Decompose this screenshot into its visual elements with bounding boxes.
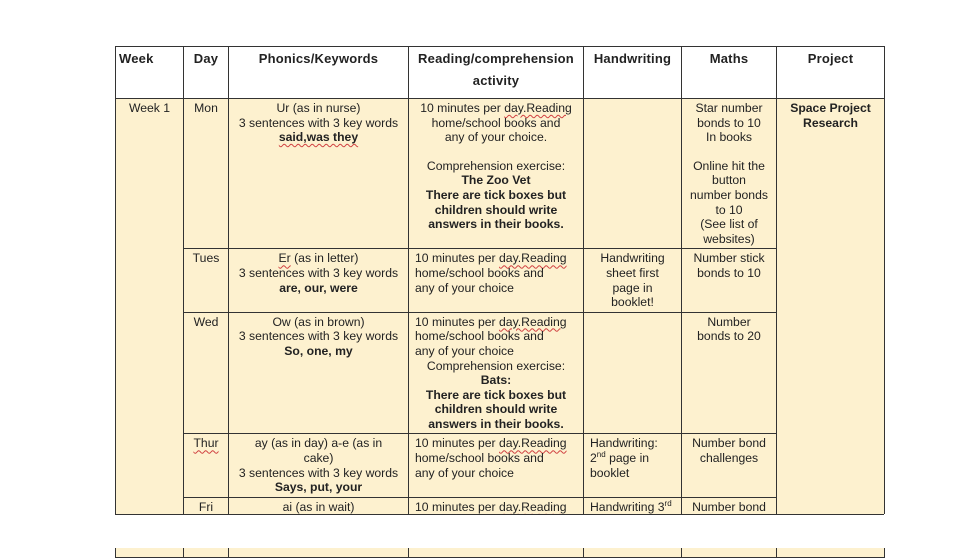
reading-line: 10 minutes per	[415, 251, 500, 266]
table-bottom-border	[115, 514, 884, 515]
phonics-sound: cake)	[303, 451, 334, 466]
maths-line: bonds to 10	[697, 265, 761, 280]
table-row	[116, 249, 885, 312]
maths-line: Online hit the	[693, 158, 765, 173]
reading-line: 10 minutes per	[415, 436, 500, 451]
maths-line: to 10	[715, 202, 743, 217]
reading-line: day.Reading	[499, 251, 567, 266]
header-phonics: Phonics/Keywords	[229, 47, 409, 99]
phonics-line: 3 sentences with 3 key words	[238, 329, 399, 344]
weekly-plan-table	[115, 46, 885, 558]
reading-line: day.Reading	[499, 436, 567, 451]
maths-line: (See list of	[700, 217, 758, 232]
maths-line: Number bond	[692, 499, 766, 514]
reading-cell	[409, 99, 584, 249]
phonics-keywords: Says, put, your	[274, 480, 363, 495]
maths-line: Number bond	[692, 436, 766, 451]
header-maths: Maths	[682, 47, 777, 99]
handwriting-line: page in	[612, 280, 653, 295]
maths-cell	[682, 312, 777, 434]
reading-line: any of your choice	[415, 343, 514, 358]
phonics-cell	[229, 249, 409, 312]
day-cell: Wed	[184, 312, 229, 434]
reading-line: home/school books and	[431, 115, 561, 130]
handwriting-line: 2	[590, 451, 597, 466]
reading-line: any of your choice	[415, 280, 514, 295]
day-cell	[184, 434, 229, 497]
phonics-sound: Ow (as in brown)	[272, 314, 365, 329]
phonics-sound: ai (as in wait)	[282, 499, 355, 514]
handwriting-cell	[584, 312, 682, 434]
day-cell: Mon	[184, 99, 229, 249]
phonics-sound: (as in letter)	[290, 251, 359, 266]
maths-line: Star number	[695, 101, 763, 115]
maths-cell	[682, 249, 777, 312]
day-cell: Fri	[184, 497, 229, 557]
project-cell	[777, 99, 885, 558]
handwriting-cell	[584, 434, 682, 497]
comprehension-title: Bats:	[480, 373, 512, 388]
header-day: Day	[184, 47, 229, 99]
maths-line: websites)	[703, 231, 755, 246]
maths-line: Number	[707, 314, 751, 329]
comprehension-note: children should write	[434, 202, 558, 217]
reading-line: home/school books and	[415, 451, 544, 466]
phonics-cell	[229, 99, 409, 249]
handwriting-line: Handwriting	[600, 251, 665, 266]
reading-line: home/school books and	[415, 329, 544, 344]
phonics-keywords: So, one, my	[284, 343, 353, 358]
handwriting-cell	[584, 99, 682, 249]
handwriting-line: Handwriting:	[590, 436, 658, 451]
handwriting-line: booklet!	[611, 295, 654, 310]
phonics-line: 3 sentences with 3 key words	[238, 265, 399, 280]
reading-line: home/school books and	[415, 265, 544, 280]
reading-line: day.Reading	[499, 499, 567, 514]
phonics-cell	[229, 312, 409, 434]
reading-line: day.Reading	[499, 314, 567, 329]
reading-cell	[409, 249, 584, 312]
handwriting-line: Handwriting 3	[590, 499, 665, 514]
reading-cell	[409, 434, 584, 497]
maths-line: bonds to 10	[697, 115, 761, 130]
comprehension-note: There are tick boxes but	[425, 187, 567, 202]
phonics-line: 3 sentences with 3 key words	[238, 115, 399, 130]
phonics-cell	[229, 434, 409, 497]
phonics-keywords: are, our, were	[279, 280, 358, 295]
phonics-line: 3 sentences with 3 key words	[238, 465, 399, 480]
maths-cell	[682, 99, 777, 249]
week-cell: Week 1	[116, 99, 184, 558]
handwriting-cell	[584, 249, 682, 312]
table-row	[116, 99, 885, 249]
comprehension-label: Comprehension exercise:	[426, 158, 566, 173]
project-text: Space Project Research	[790, 101, 871, 130]
maths-line: In books	[705, 130, 753, 145]
table-row	[116, 434, 885, 497]
comprehension-label: Comprehension exercise:	[426, 358, 566, 373]
reading-line: day.Reading	[504, 101, 572, 115]
day-label: Thur	[193, 436, 219, 451]
page-bottom-margin	[0, 514, 975, 548]
reading-cell	[409, 312, 584, 434]
reading-line: 10 minutes per	[415, 314, 500, 329]
maths-line: number bonds	[690, 187, 768, 202]
reading-line: any of your choice	[415, 465, 514, 480]
comprehension-note: children should write	[434, 402, 558, 417]
maths-cell	[682, 434, 777, 497]
maths-line: challenges	[699, 451, 759, 466]
comprehension-note: There are tick boxes but	[425, 387, 567, 402]
reading-line: 10 minutes per	[420, 101, 505, 115]
day-cell: Tues	[184, 249, 229, 312]
handwriting-line: sheet first	[606, 265, 659, 280]
phonics-sound: Ur (as in nurse)	[276, 101, 361, 115]
header-project: Project	[777, 47, 885, 99]
comprehension-note: answers in their books.	[428, 416, 564, 431]
comprehension-note: answers in their books.	[428, 217, 564, 232]
handwriting-sup: nd	[596, 450, 606, 459]
phonics-sound: ay (as in day) a-e (as in	[254, 436, 383, 451]
header-reading: Reading/comprehension activity	[409, 47, 584, 99]
reading-line: 10 minutes per	[415, 499, 500, 514]
header-row	[116, 47, 885, 99]
maths-line: button	[712, 173, 746, 188]
phonics-keywords: said,was they	[278, 130, 359, 145]
handwriting-sup: rd	[664, 498, 672, 508]
header-handwriting: Handwriting	[584, 47, 682, 99]
handwriting-line: page in	[605, 451, 650, 466]
maths-line: bonds to 20	[697, 329, 761, 344]
maths-line: Number stick	[693, 251, 765, 266]
table-row	[116, 312, 885, 434]
header-week: Week	[116, 47, 184, 99]
comprehension-title: The Zoo Vet	[461, 173, 531, 188]
reading-line: any of your choice.	[444, 130, 548, 145]
phonics-sound: Er	[278, 251, 291, 266]
handwriting-line: booklet	[590, 465, 630, 480]
